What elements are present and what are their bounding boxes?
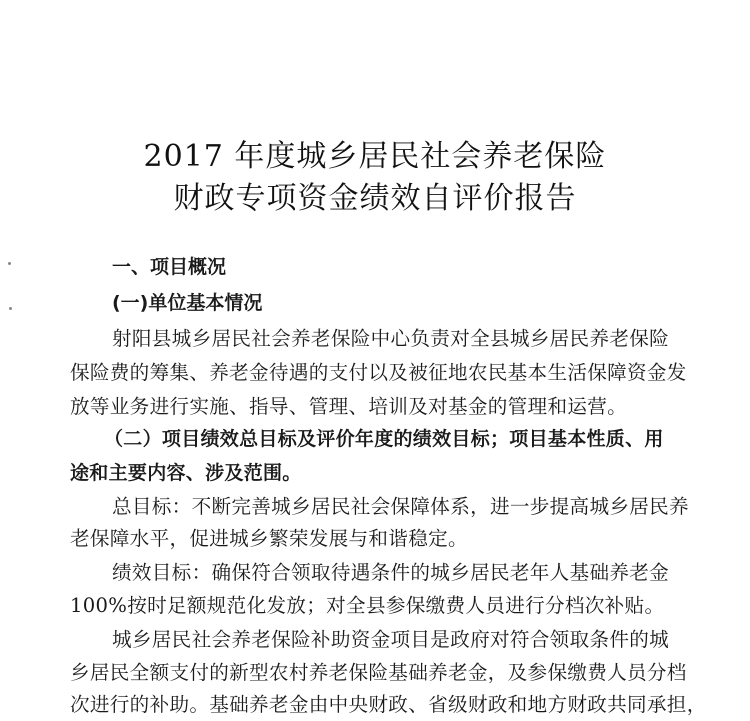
paragraph-line: 100%按时足额规范化发放；对全县参保缴费人员进行分档次补贴。 [70, 594, 665, 617]
paragraph-line: 次进行的补助。基础养老金由中央财政、省级财政和地方财政共同承担， [70, 693, 707, 716]
subsection-heading-goals-cont: 途和主要内容、涉及范围。 [70, 462, 302, 484]
paragraph-line: 保险费的筹集、养老金待遇的支付以及被征地农民基本生活保障资金发 [70, 361, 687, 384]
paragraph-line: 绩效目标：确保符合领取待遇条件的城乡居民老年人基础养老金 [112, 561, 670, 584]
scan-speck [9, 307, 12, 310]
paragraph-line: 射阳县城乡居民社会养老保险中心负责对全县城乡居民养老保险 [112, 327, 670, 350]
scan-speck [8, 262, 11, 265]
paragraph-line: 老保障水平，促进城乡繁荣发展与和谐稳定。 [70, 527, 468, 550]
paragraph-line: 城乡居民社会养老保险补助资金项目是政府对符合领取条件的城 [112, 628, 670, 651]
document-title-line-1: 2017 年度城乡居民社会养老保险 [143, 139, 607, 174]
paragraph-line: 放等业务进行实施、指导、管理、培训及对基金的管理和运营。 [70, 395, 628, 418]
subsection-heading-unit-info: (一)单位基本情况 [112, 292, 263, 314]
subsection-heading-goals: （二）项目绩效总目标及评价年度的绩效目标；项目基本性质、用 [104, 428, 664, 450]
document-title-line-2: 财政专项资金绩效自评价报告 [173, 181, 577, 216]
paragraph-line: 总目标：不断完善城乡居民社会保障体系，进一步提高城乡居民养 [112, 495, 689, 518]
section-heading-overview: 一、项目概况 [112, 256, 227, 278]
paragraph-line: 乡居民全额支付的新型农村养老保险基础养老金，及参保缴费人员分档 [70, 661, 687, 684]
